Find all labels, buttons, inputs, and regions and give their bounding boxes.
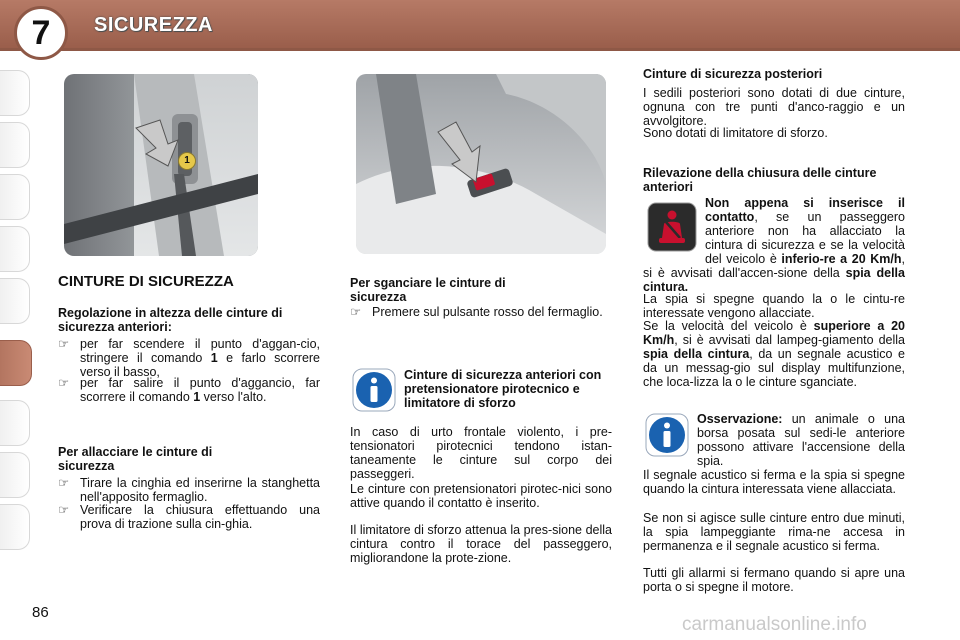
observation-note: Osservazione: un animale o una borsa posata sul sedi-le anteriore possono attivare l'accensione della spia.: [697, 412, 905, 468]
release-heading: Per sganciare le cinture di sicurezza: [350, 276, 506, 304]
chapter-tab-8[interactable]: [0, 400, 30, 446]
speed-paragraph: Se la velocità del veicolo è superiore a 20 Km/h, si è avvisati dal lampeg-giamento della spia della cintura, da un segnale acustico e da un messag-gio sul display multifunzione, che loca-lizza la o le cinture sganciate.: [643, 319, 906, 389]
info-icon: [645, 413, 689, 457]
rear-belts-heading: Cinture di sicurezza posteriori: [643, 67, 823, 81]
limiter-paragraph: Il limitatore di sforzo attenua la pres-sione della cintura contro il torace del passeggero, migliorandone la prote-zione.: [350, 523, 612, 565]
chapter-tab-3[interactable]: [0, 174, 30, 220]
crash-paragraph: In caso di urto frontale violento, i pre-tensionatori pirotecnici tendono istan-taneamente le cinture sul corpo dei passeggeri.: [350, 425, 612, 481]
list-item: ☞ Verificare la chiusura effettuando una prova di trazione sulla cin-ghia.: [58, 503, 320, 531]
active-paragraph: Le cinture con pretensionatori pirotec-nici sono attive quando il contatto è inserito.: [350, 482, 612, 510]
list-item: ☞ per far salire il punto d'aggancio, far scorrere il comando 1 verso l'alto.: [58, 376, 320, 404]
info-icon: [352, 368, 396, 412]
chapter-title: SICUREZZA: [94, 14, 213, 36]
chapter-tab-9[interactable]: [0, 452, 30, 498]
acoustic-stop-paragraph: Il segnale acustico si ferma e la spia si spegne quando la cintura interessata viene allacciata.: [643, 468, 905, 496]
pointing-hand-icon: ☞: [58, 337, 70, 351]
limiter-note: Sono dotati di limitatore di sforzo.: [643, 126, 828, 140]
list-item: ☞ per far scendere il punto d'aggan-cio, stringere il comando 1 e farlo scorrere verso il basso,: [58, 337, 321, 379]
pointing-hand-icon: ☞: [58, 476, 70, 490]
detection-paragraph: Non appena si inserisce il contatto, se un passeggero anteriore non ha allacciato la cintura di sicurezza e se la velocità del veicolo è inferio-re a 20 Km/h, si è avvisati dall'accen-sione della spia della cintura.: [643, 196, 905, 294]
all-alarms-paragraph: Tutti gli allarmi si fermano quando si apre una porta o si spegne il motore.: [643, 566, 905, 594]
watermark-text: carmanualsonline.info: [682, 614, 867, 635]
list-item: ☞ Premere sul pulsante rosso del fermaglio.: [350, 305, 603, 319]
callout-1-badge: 1: [178, 152, 196, 170]
chapter-tab-7-active[interactable]: [0, 340, 32, 386]
page-number: 86: [32, 604, 49, 621]
chapter-number-badge: 7: [14, 6, 68, 60]
chapter-tab-2[interactable]: [0, 122, 30, 168]
header-divider: [0, 48, 960, 51]
two-minutes-paragraph: Se non si agisce sulle cinture entro due minuti, la spia lampeggiante rima-ne accesa in permanenza e il segnale acustico si ferma.: [643, 511, 905, 553]
fasten-heading: Per allacciare le cinture di sicurezza: [58, 445, 213, 473]
seatbelt-buckle-photo: [356, 74, 606, 254]
seatbelt-height-photo: [64, 74, 258, 256]
detection-heading: Rilevazione della chiusura delle cinture anteriori: [643, 166, 877, 194]
pointing-hand-icon: ☞: [58, 503, 70, 517]
lamp-off-paragraph: La spia si spegne quando la o le cintu-re interessate vengono allacciate.: [643, 292, 905, 320]
chapter-tab-4[interactable]: [0, 226, 30, 272]
pointing-hand-icon: ☞: [350, 305, 362, 319]
height-adjust-heading: Regolazione in altezza delle cinture di sicurezza anteriori:: [58, 306, 283, 334]
pretensioner-heading: Cinture di sicurezza anteriori con pretensionatore pirotecnico e limitatore di sforzo: [404, 368, 602, 410]
pointing-hand-icon: ☞: [58, 376, 70, 390]
chapter-tab-1[interactable]: [0, 70, 30, 116]
list-item: ☞ Tirare la cinghia ed inserirne la stanghetta nell'apposito fermaglio.: [58, 476, 320, 504]
chapter-tab-5[interactable]: [0, 278, 30, 324]
rear-paragraph: I sedili posteriori sono dotati di due cinture, ognuna con tre punti d'anco-raggio e un avvolgitore.: [643, 86, 905, 128]
section-title: CINTURE DI SICUREZZA: [58, 273, 234, 290]
chapter-tab-10[interactable]: [0, 504, 30, 550]
